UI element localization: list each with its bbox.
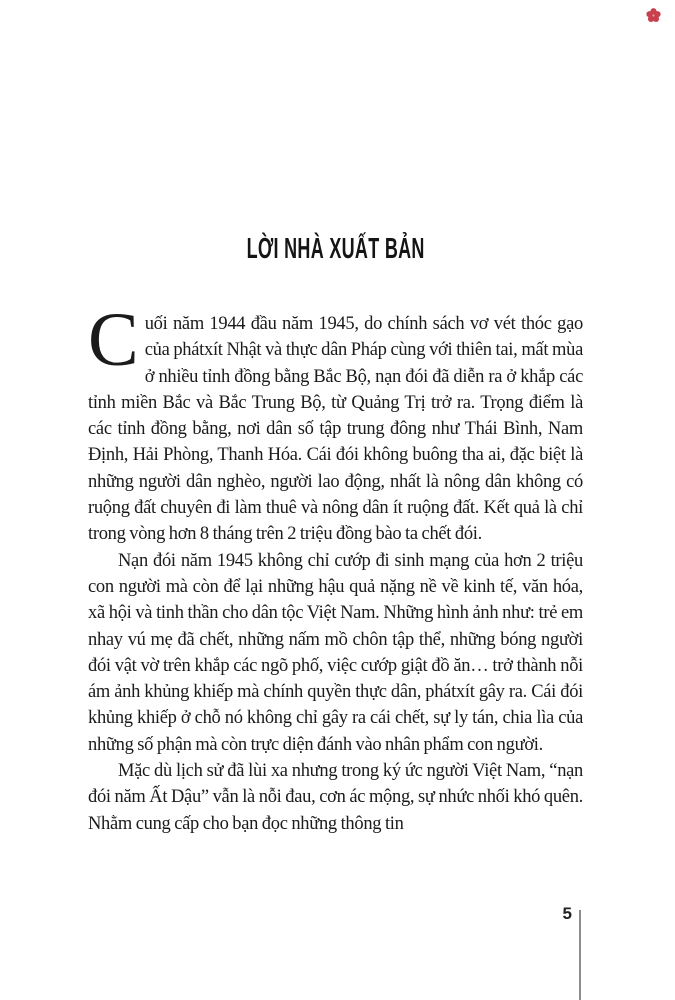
paragraph-1-text: uối năm 1944 đầu năm 1945, do chính sách vơ vét thóc gạo của phátxít Nhật và thực dân Pháp cùng với thiên tai, mất mùa ở nhiều tỉnh đồng bằng Bắc Bộ, nạn đói đã diễn ra ở khắp các tỉnh miền Bắc và Bắc Trung Bộ, từ Quảng Trị trở ra. Trọng điểm là các tỉnh đồng bằng, nơi dân số tập trung đông như Thái Bình, Nam Định, Hải Phòng, Thanh Hóa. Cái đói không buông tha ai, đặc biệt là những người dân nghèo, người lao động, nhất là nông dân không có ruộng đất chuyên đi làm thuê và nông dân ít ruộng đất. Kết quả là chỉ trong vòng hơn 8 tháng trên 2 triệu đồng bào ta chết đói. [88, 314, 583, 545]
paragraph-2: Nạn đói năm 1945 không chỉ cướp đi sinh mạng của hơn 2 triệu con người mà còn để lại những hậu quả nặng nề về kinh tế, văn hóa, xã hội và tinh thần cho dân tộc Việt Nam. Những hình ảnh như: trẻ em nhay vú mẹ đã chết, những nấm mồ chôn tập thể, những bóng người đói vật vờ trên khắp các ngõ phố, việc cướp giật đồ ăn… trở thành nỗi ám ảnh khủng khiếp mà chính quyền thực dân, phátxít gây ra. Cái đói khủng khiếp ở chỗ nó không chỉ gây ra cái chết, sự ly tán, chia lìa của những số phận mà còn trực diện đánh vào nhân phẩm con người. [88, 550, 583, 755]
page-title [88, 233, 583, 266]
drop-cap: C [88, 298, 139, 382]
page-number: 5 [562, 904, 572, 923]
body-text [88, 298, 583, 837]
paragraph-3: Mặc dù lịch sử đã lùi xa nhưng trong ký ức người Việt Nam, “nạn đói năm Ất Dậu” vẫn là nỗi đau, cơn ác mộng, sự nhức nhối khó quên. Nhằm cung cấp cho bạn đọc những thông tin [88, 761, 583, 834]
flower-icon [645, 7, 662, 24]
page-edge-rule [579, 910, 581, 1000]
page-title-text: LỜI NHÀ XUẤT BẢN [246, 233, 425, 265]
paragraph-1 [88, 298, 583, 548]
